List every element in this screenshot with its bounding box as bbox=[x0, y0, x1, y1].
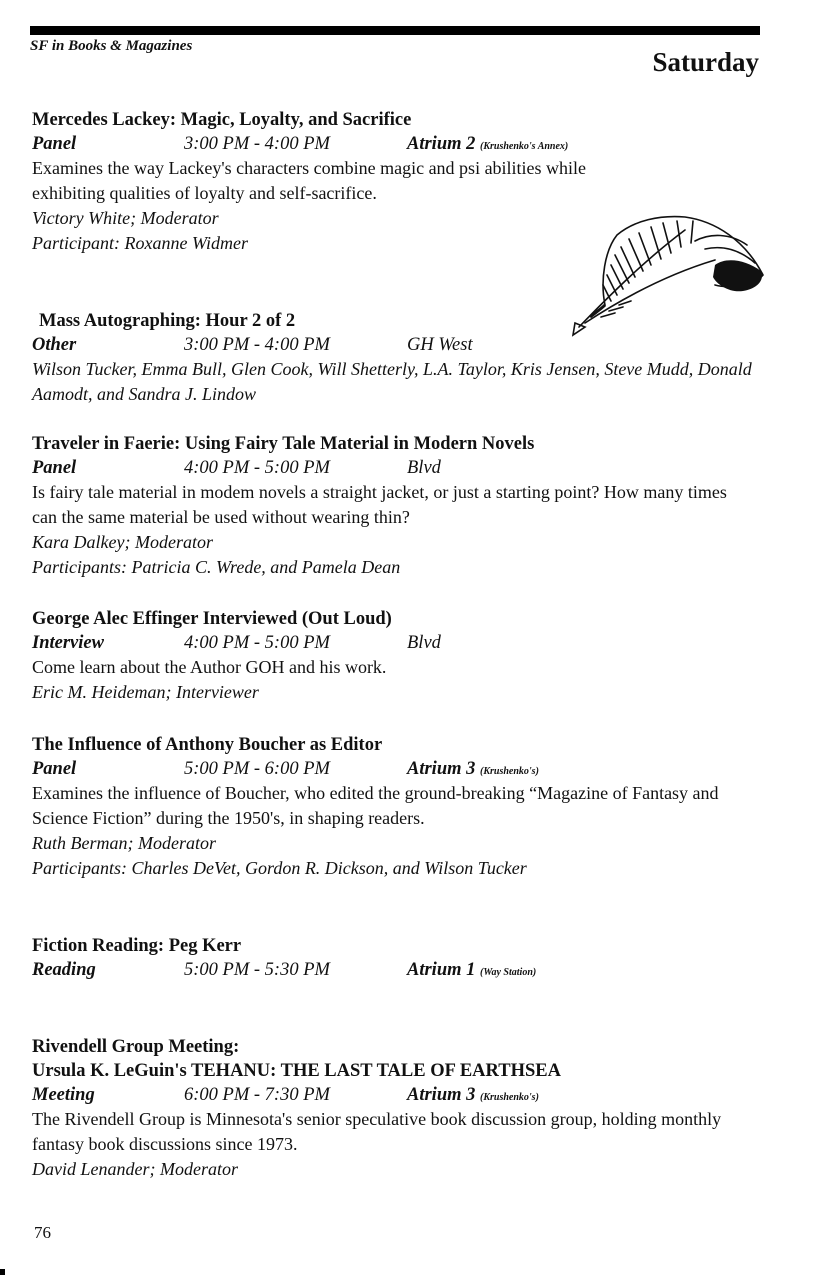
event-title: Traveler in Faerie: Using Fairy Tale Material in Modern Novels bbox=[32, 434, 535, 454]
moderator: Ruth Berman; Moderator bbox=[32, 833, 216, 853]
event-description: Is fairy tale material in modem novels a straight jacket, or just a starting point? How many times can the same material be used without wearing thin? bbox=[32, 482, 727, 527]
event-people: Wilson Tucker, Emma Bull, Glen Cook, Will Shetterly, L.A. Taylor, Kris Jensen, Steve Mudd, Donald Aamodt, and Sandra J. Lindow bbox=[32, 359, 752, 404]
event-description: Examines the influence of Boucher, who edited the ground-breaking “Magazine of Fantasy and Science Fiction” during the 1950's, in shaping readers. bbox=[32, 783, 719, 828]
room-name: Atrium 1 bbox=[407, 960, 476, 980]
room-note: (Way Station) bbox=[480, 967, 537, 978]
interviewer: Eric M. Heideman; Interviewer bbox=[32, 682, 259, 702]
event-description: Come learn about the Author GOH and his work. bbox=[32, 657, 387, 677]
event-rivendell-group bbox=[32, 1035, 772, 1182]
event-type: Interview bbox=[32, 633, 104, 653]
event-time: 4:00 PM - 5:00 PM bbox=[184, 458, 330, 478]
room-note: (Krushenko's Annex) bbox=[480, 141, 569, 152]
event-type: Meeting bbox=[32, 1085, 95, 1105]
event-people bbox=[32, 1157, 772, 1182]
day-heading: Saturday bbox=[652, 47, 759, 77]
event-room bbox=[407, 132, 568, 159]
room-note: (Krushenko's) bbox=[480, 1092, 539, 1103]
event-title: Rivendell Group Meeting: bbox=[32, 1037, 240, 1057]
event-room bbox=[407, 1083, 539, 1110]
event-description: Examines the way Lackey's characters combine magic and psi abilities while exhibiting qualities of loyalty and self-sacrifice. bbox=[32, 158, 587, 203]
event-meta bbox=[32, 132, 772, 156]
event-meta bbox=[32, 958, 772, 982]
event-meta bbox=[32, 456, 772, 480]
event-room bbox=[407, 958, 536, 985]
event-time: 4:00 PM - 5:00 PM bbox=[184, 633, 330, 653]
participants: Participants: Patricia C. Wrede, and Pamela Dean bbox=[32, 557, 401, 577]
event-type: Panel bbox=[32, 458, 77, 478]
room-name: Atrium 2 bbox=[407, 134, 476, 154]
event-time: 5:00 PM - 6:00 PM bbox=[184, 759, 330, 779]
participants: Participant: Roxanne Widmer bbox=[32, 233, 248, 253]
event-type: Reading bbox=[32, 960, 96, 980]
event-time: 3:00 PM - 4:00 PM bbox=[184, 134, 330, 154]
event-subtitle: Ursula K. LeGuin's TEHANU: THE LAST TALE OF EARTHSEA bbox=[32, 1061, 561, 1081]
event-title: George Alec Effinger Interviewed (Out Loud) bbox=[32, 609, 392, 629]
event-people bbox=[32, 831, 772, 881]
event-meta bbox=[32, 333, 772, 357]
event-time: 5:00 PM - 5:30 PM bbox=[184, 960, 330, 980]
moderator: David Lenander; Moderator bbox=[32, 1159, 238, 1179]
page-number: 76 bbox=[34, 1223, 51, 1242]
event-title: Fiction Reading: Peg Kerr bbox=[32, 936, 242, 956]
participants: Participants: Charles DeVet, Gordon R. Dickson, and Wilson Tucker bbox=[32, 858, 527, 878]
room-note: (Krushenko's) bbox=[480, 766, 539, 777]
event-title: The Influence of Anthony Boucher as Editor bbox=[32, 735, 383, 755]
event-room: Blvd bbox=[407, 633, 441, 653]
event-type: Panel bbox=[32, 759, 77, 779]
event-people bbox=[32, 680, 772, 705]
event-title: Mercedes Lackey: Magic, Loyalty, and Sacrifice bbox=[32, 110, 412, 130]
room-name: Atrium 3 bbox=[407, 759, 476, 779]
event-effinger-interview bbox=[32, 607, 772, 705]
top-rule bbox=[30, 26, 760, 35]
event-title: Mass Autographing: Hour 2 of 2 bbox=[39, 311, 296, 331]
event-time: 3:00 PM - 4:00 PM bbox=[184, 335, 330, 355]
room-name: Atrium 3 bbox=[407, 1085, 476, 1105]
event-description: The Rivendell Group is Minnesota's senior speculative book discussion group, holding monthly fantasy book discussions since 1973. bbox=[32, 1109, 722, 1154]
event-boucher-influence bbox=[32, 733, 772, 881]
event-room: GH West bbox=[407, 335, 473, 355]
event-type: Panel bbox=[32, 134, 77, 154]
event-meta bbox=[32, 1083, 772, 1107]
event-meta bbox=[32, 757, 772, 781]
event-mass-autographing bbox=[32, 309, 772, 407]
section-title: SF in Books & Magazines bbox=[30, 38, 193, 54]
event-people bbox=[32, 530, 772, 580]
moderator: Kara Dalkey; Moderator bbox=[32, 532, 213, 552]
moderator: Victory White; Moderator bbox=[32, 208, 219, 228]
event-traveler-in-faerie bbox=[32, 432, 772, 580]
corner-mark bbox=[0, 1269, 5, 1275]
event-room bbox=[407, 757, 539, 784]
event-meta bbox=[32, 631, 772, 655]
event-time: 6:00 PM - 7:30 PM bbox=[184, 1085, 330, 1105]
event-room: Blvd bbox=[407, 458, 441, 478]
event-fiction-reading bbox=[32, 934, 772, 982]
event-type: Other bbox=[32, 335, 77, 355]
